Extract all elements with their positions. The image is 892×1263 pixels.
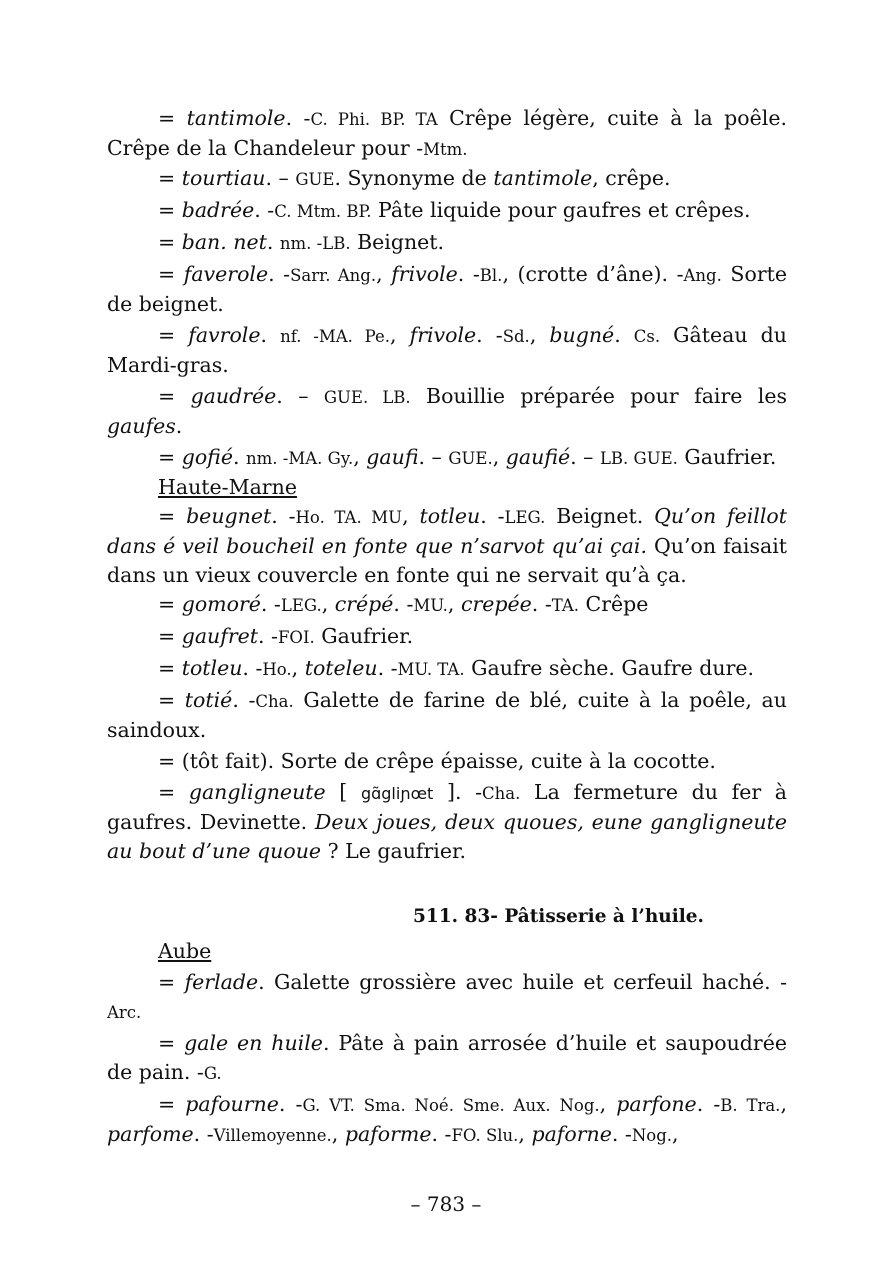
headword: gomoré <box>181 592 261 616</box>
abbreviation: LB. GUE. <box>599 449 678 468</box>
entry: = tourtiau. – GUE. Synonyme de tantimole, crêpe. <box>158 166 671 190</box>
headword: gaudrée <box>190 384 277 408</box>
headword: tourtiau <box>181 166 266 190</box>
entry: = gale en huile. Pâte à pain arrosée d’huile et saupoudrée de pain. -G. <box>107 1031 787 1084</box>
headword: paforme <box>344 1122 432 1146</box>
entry: = totié. -Cha. Galette de farine de blé, cuite à la poêle, au saindoux. <box>107 688 787 742</box>
region-heading <box>107 937 787 966</box>
abbreviation: Cha. <box>255 692 294 711</box>
entry: = ban. net. nm. -LB. Beignet. <box>158 230 445 254</box>
headword: paforne <box>531 1122 612 1146</box>
headword: faverole <box>183 262 269 286</box>
headword: favrole <box>188 323 261 347</box>
abbreviation: Cha. <box>482 784 521 803</box>
entry: = ferlade. Galette grossière avec huile et cerfeuil haché. -Arc. <box>107 970 787 1022</box>
headword: frivole <box>409 323 477 347</box>
example-phrase: Qu’on feillot dans é veil boucheil en fonte que n’sarvot qu’ai çai. <box>107 504 788 558</box>
abbreviation: Cs. <box>633 327 661 346</box>
abbreviation: B. Tra. <box>720 1096 781 1115</box>
entry: = (tôt fait). Sorte de crêpe épaisse, cuite à la cocotte. <box>158 749 716 773</box>
abbreviation: Ang. <box>683 266 722 285</box>
headword: totié <box>184 688 233 712</box>
abbreviation: MU. TA. <box>397 660 465 679</box>
abbreviation: Sarr. Ang. <box>290 266 377 285</box>
abbreviation: Sd. <box>502 327 530 346</box>
headword: gale en huile <box>184 1031 323 1055</box>
abbreviation: FOI. <box>277 628 315 647</box>
abbreviation: TA. <box>551 596 580 615</box>
entry: = gangligneute [ gɑ̃gliɲœt ]. -Cha. La fermeture du fer à gaufres. Devinette. Deux joues, deux quoues, eune gangligneute au bout d’une quoue ? Le gaufrier. <box>107 780 787 863</box>
headword: ferlade <box>184 970 259 994</box>
abbreviation: nm. -LB. <box>279 234 351 253</box>
headword: frivole <box>391 262 458 286</box>
abbreviation: G. <box>203 1064 222 1083</box>
abbreviation: Arc. <box>107 1003 142 1022</box>
region-title: Aube <box>158 939 212 963</box>
region-heading <box>107 473 787 502</box>
headword: tantimole <box>186 106 286 130</box>
entry: = tantimole. -C. Phi. BP. TA Crêpe légère, cuite à la poêle. Crêpe de la Chandeleur pour -Mtm. <box>107 106 787 160</box>
entry: = gomoré. -LEG., crépé. -MU., crepée. -TA. Crêpe <box>158 592 649 616</box>
headword: tantimole <box>493 166 593 190</box>
headword: gofié <box>181 445 233 469</box>
document-page <box>107 104 787 1150</box>
headword: pafourne <box>185 1092 279 1116</box>
headword: toteleu <box>304 656 378 680</box>
abbreviation: GUE. LB. <box>323 388 411 407</box>
entry: = gaudrée. – GUE. LB. Bouillie préparée pour faire les gaufes. <box>107 384 787 438</box>
abbreviation: nf. -MA. Pe. <box>280 327 391 346</box>
abbreviation: Nog. <box>631 1126 673 1145</box>
section-title: 511. 83- Pâtisserie à l’huile. <box>413 906 704 927</box>
abbreviation: Villemoyenne. <box>213 1126 332 1145</box>
abbreviation: Mtm. <box>423 140 468 159</box>
headword: totleu <box>419 504 481 528</box>
example-phrase: Deux joues, deux quoues, eune gangligneute au bout d’une quoue <box>107 810 787 863</box>
abbreviation: nm. -MA. Gy. <box>246 449 354 468</box>
headword: parfome <box>107 1122 194 1146</box>
abbreviation: GUE. <box>448 449 493 468</box>
abbreviation: GUE <box>295 170 335 189</box>
headword: gaufret <box>181 624 259 648</box>
abbreviation: Ho. TA. MU <box>295 508 403 527</box>
entry: = totleu. -Ho., toteleu. -MU. TA. Gaufre sèche. Gaufre dure. <box>158 656 755 680</box>
headword: totleu <box>181 656 243 680</box>
entry: = gaufret. -FOI. Gaufrier. <box>158 624 414 648</box>
abbreviation: G. VT. Sma. Noé. Sme. Aux. Nog. <box>302 1096 600 1115</box>
abbreviation: C. Mtm. BP. <box>274 202 372 221</box>
abbreviation: LEG. <box>504 508 546 527</box>
abbreviation: FO. Slu. <box>451 1126 519 1145</box>
entry: = gofié. nm. -MA. Gy., gaufi. – GUE., gaufié. – LB. GUE. Gaufrier. <box>158 445 777 469</box>
headword: crepée <box>460 592 532 616</box>
headword: gaufié <box>505 445 571 469</box>
headword: bugné <box>549 323 615 347</box>
abbreviation: C. Phi. BP. TA <box>310 110 438 129</box>
region-title: Haute-Marne <box>158 475 297 499</box>
headword: gaufes <box>107 414 176 438</box>
page-number: – 783 – <box>410 1192 482 1216</box>
headword: beugnet <box>186 504 272 528</box>
headword: badrée <box>181 198 255 222</box>
entry: = beugnet. -Ho. TA. MU, totleu. -LEG. Beignet. Qu’on feillot dans é veil boucheil en fonte que n’sarvot qu’ai çai. Qu’on faisait dans un vieux couvercle en fonte qui ne servait qu’à ça. <box>107 504 788 587</box>
abbreviation: Ho. <box>262 660 292 679</box>
headword: gangligneute <box>188 780 326 804</box>
headword: crépé <box>334 592 394 616</box>
entry: = badrée. -C. Mtm. BP. Pâte liquide pour gaufres et crêpes. <box>158 198 751 222</box>
entry: = faverole. -Sarr. Ang., frivole. -Bl., (crotte d’âne). -Ang. Sorte de beignet. <box>107 262 787 316</box>
abbreviation: LEG. <box>280 596 322 615</box>
abbreviation: Bl. <box>479 266 503 285</box>
headword: parfone <box>616 1092 697 1116</box>
headword: gaufi <box>366 445 419 469</box>
entry: = favrole. nf. -MA. Pe., frivole. -Sd., bugné. Cs. Gâteau du Mardi-gras. <box>107 323 787 377</box>
abbreviation: MU. <box>413 596 448 615</box>
headword: ban. net <box>181 230 267 254</box>
entry: = pafourne. -G. VT. Sma. Noé. Sme. Aux. Nog., parfone. -B. Tra., parfome. -Villemoyenne., paforme. -FO. Slu., paforne. -Nog., <box>107 1092 787 1146</box>
phonetic-transcription: gɑ̃gliɲœt <box>360 784 434 803</box>
